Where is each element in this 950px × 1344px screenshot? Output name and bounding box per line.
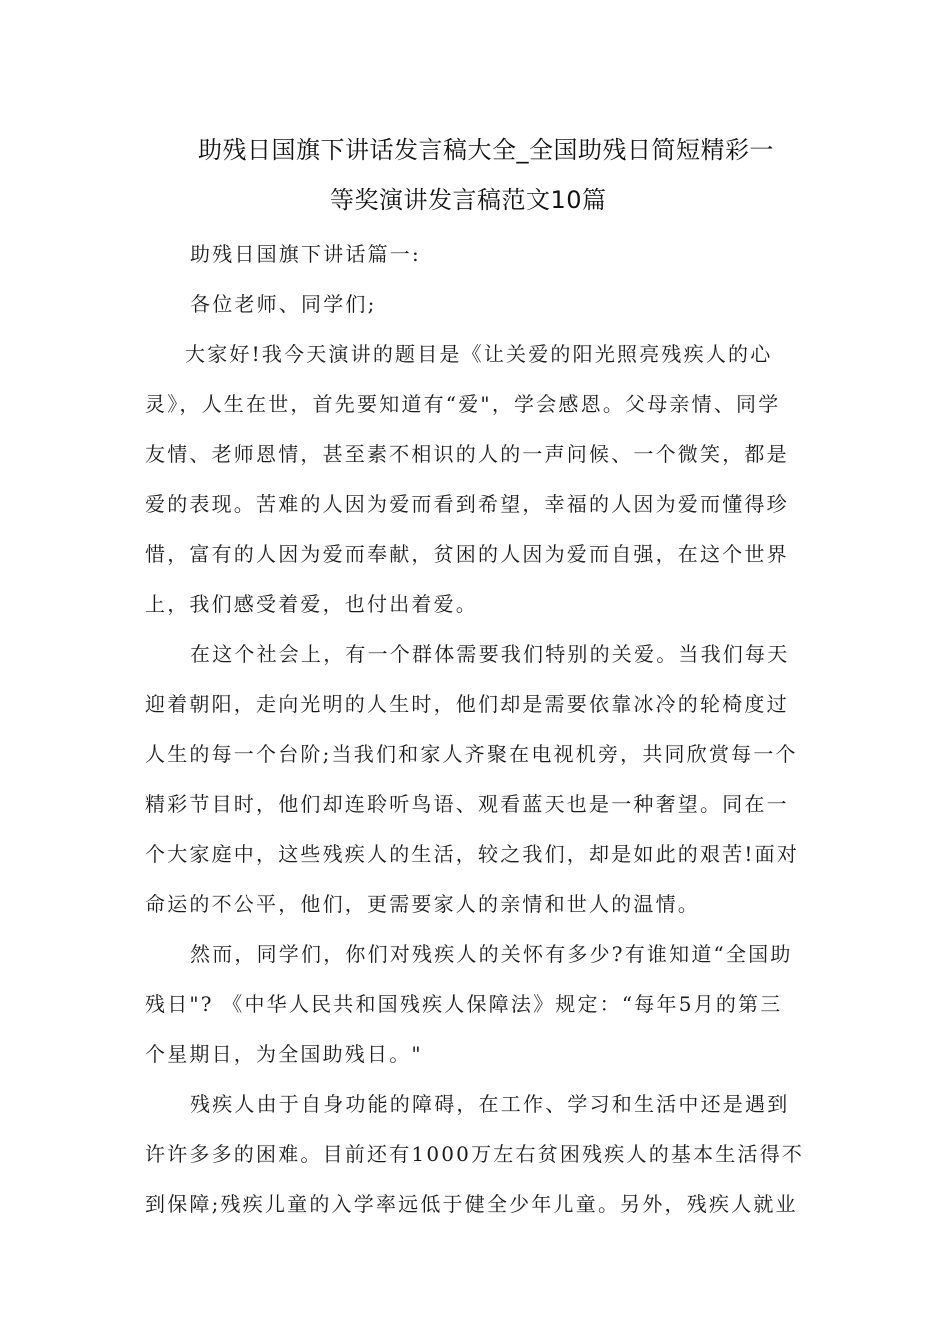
- paragraph-line: 大家好!我今天演讲的题目是《让关爱的阳光照亮残疾人的心: [185, 342, 773, 366]
- paragraph-line: 上，我们感受着爱，也付出着爱。: [145, 592, 478, 616]
- paragraph-line: 爱的表现。苦难的人因为爱而看到希望，幸福的人因为爱而懂得珍: [145, 492, 789, 516]
- salutation: 各位老师、同学们;: [190, 292, 377, 316]
- paragraph-line: 友情、老师恩情，甚至素不相识的人的一声问候、一个微笑，都是: [145, 442, 789, 466]
- paragraph-line: 残日"? 《中华人民共和国残疾人保障法》规定：“每年5月的第三: [145, 992, 783, 1016]
- paragraph-line: 人生的每一个台阶;当我们和家人齐聚在电视机旁，共同欣赏每一个: [145, 742, 798, 766]
- paragraph-line: 命运的不公平，他们，更需要家人的亲情和世人的温情。: [145, 892, 700, 916]
- paragraph-line: 在这个社会上，有一个群体需要我们特别的关爱。当我们每天: [190, 642, 790, 666]
- paragraph-line: 灵》，人生在世，首先要知道有“爱"，学会感恩。父母亲情、同学: [145, 392, 781, 416]
- paragraph-line: 许许多多的困难。目前还有1000万左右贫困残疾人的基本生活得不: [145, 1142, 805, 1166]
- paragraph-line: 迎着朝阳，走向光明的人生时，他们却是需要依靠冰冷的轮椅度过: [145, 692, 789, 716]
- document-title-line-1: 助残日国旗下讲话发言稿大全_全国助残日简短精彩一: [198, 136, 774, 164]
- paragraph-line: 然而，同学们，你们对残疾人的关怀有多少?有谁知道“全国助: [190, 942, 793, 966]
- paragraph-line: 精彩节目时，他们却连聆听鸟语、观看蓝天也是一种奢望。同在一: [145, 792, 789, 816]
- paragraph-line: 到保障;残疾儿童的入学率远低于健全少年儿童。另外，残疾人就业: [145, 1192, 798, 1216]
- paragraph-line: 惜，富有的人因为爱而奉献，贫困的人因为爱而自强，在这个世界: [145, 542, 789, 566]
- section-heading: 助残日国旗下讲话篇一:: [190, 242, 421, 266]
- paragraph-line: 残疾人由于自身功能的障碍，在工作、学习和生活中还是遇到: [190, 1092, 790, 1116]
- paragraph-line: 个大家庭中，这些残疾人的生活，较之我们，却是如此的艰苦!面对: [145, 842, 800, 866]
- paragraph-line: 个星期日，为全国助残日。": [145, 1042, 423, 1066]
- document-title-line-2: 等奖演讲发言稿范文10篇: [330, 186, 607, 214]
